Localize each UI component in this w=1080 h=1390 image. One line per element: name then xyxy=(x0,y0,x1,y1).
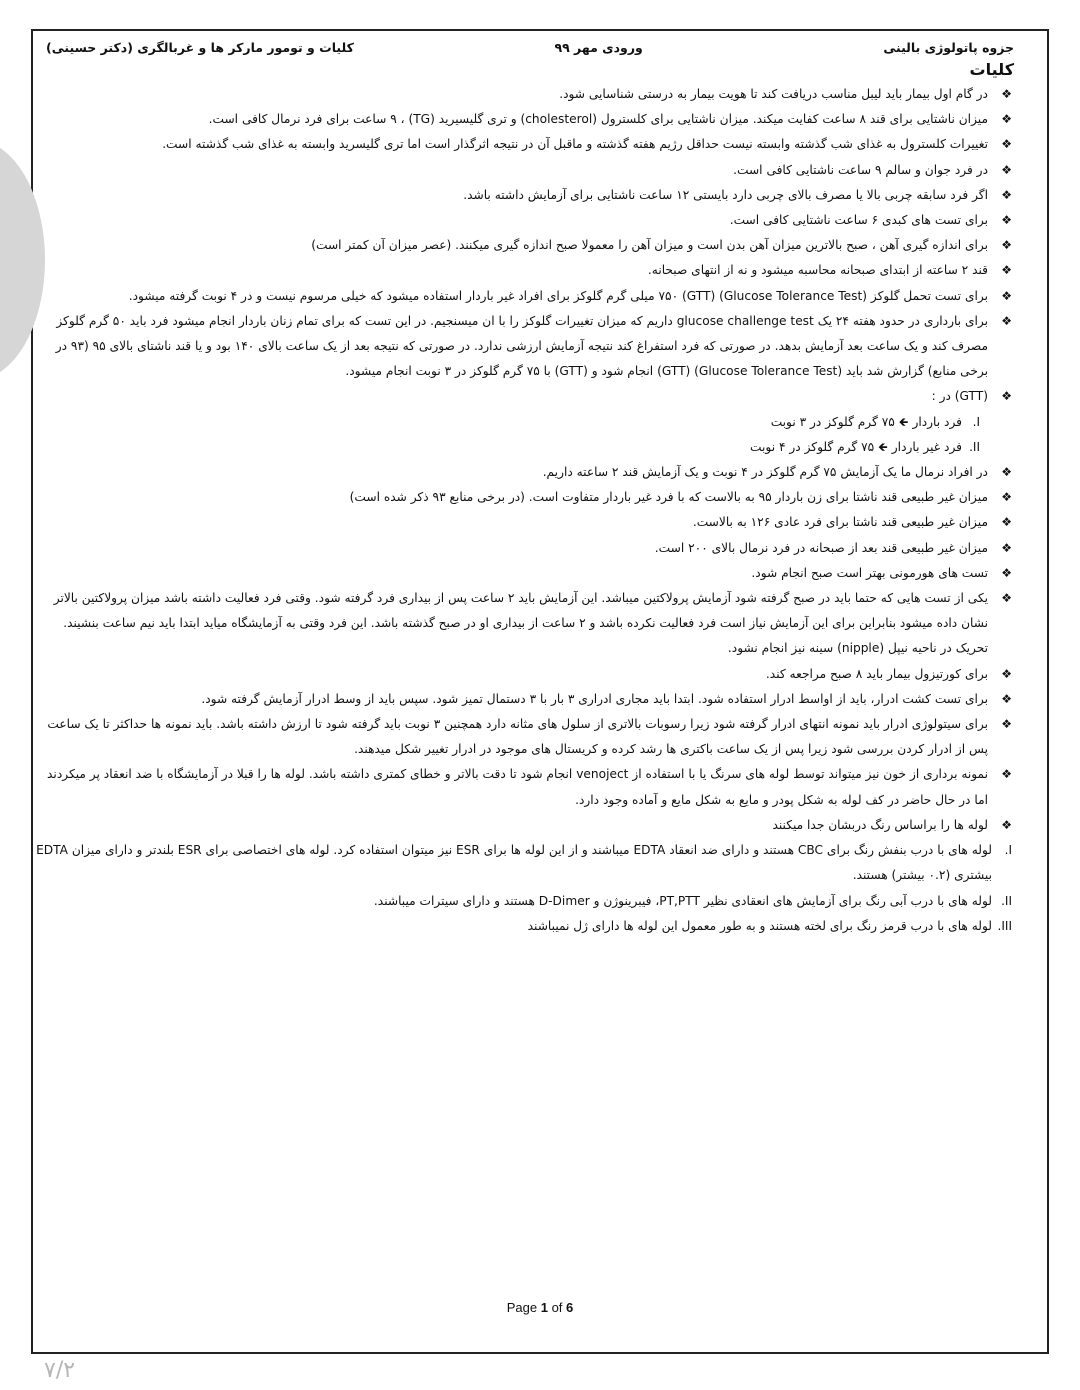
header-course: جزوه پاتولوژی بالینی xyxy=(883,40,1014,55)
bullet-icon: ❖ xyxy=(1001,540,1012,555)
bullet-icon: ❖ xyxy=(1001,717,1012,732)
item-number: I. xyxy=(972,414,980,429)
tube-sublist xyxy=(36,838,1014,939)
list-item-text: برای تست کشت ادرار، باید از اواسط ادرار استفاده شود. ابتدا باید مجاری ادراری ۳ بار با ۳ دستمال تمیز شود. سپس باید از وسط ادرار آزمایش گرفته شود. xyxy=(201,691,988,706)
list-item xyxy=(36,208,1014,233)
header-topic: کلیات و تومور مارکر ها و غربالگری (دکتر حسینی) xyxy=(46,40,354,55)
bullet-icon: ❖ xyxy=(1001,465,1012,480)
list-item-text: برای سیتولوژی ادرار باید نمونه انتهای ادرار گرفته شود زیرا رسوبات بالاتری از سلول های مثانه دارد همچنین ۳ نوبت باید گرفته شود تا ارزش داشته باشد. باید نمونه ها حداکثر تا یک ساعت پس از ادرار کردن بررسی شود زیرا پس از یک ساعت باکتری ها رشد کرده و کریستال های موجود در ادرار تغییر شکل میدهند. xyxy=(47,717,988,757)
bullet-icon: ❖ xyxy=(1001,137,1012,152)
bullet-icon: ❖ xyxy=(1001,691,1012,706)
list-item-text: میزان غیر طبیعی قند ناشتا برای فرد عادی ۱۲۶ به بالاست. xyxy=(692,515,988,530)
bullet-icon: ❖ xyxy=(1001,87,1012,101)
list-item xyxy=(36,712,1014,762)
list-item-text: برای تست های کبدی ۶ ساعت ناشتایی کافی است. xyxy=(729,213,988,228)
list-item xyxy=(36,233,1014,258)
list-item-text: برای اندازه گیری آهن ، صبح بالاترین میزان آهن بدن است و میزان آهن را معمولا صبح اندازه گیری میکنند. (عصر میزان آن کمتر است) xyxy=(311,238,988,253)
gtt-sublist xyxy=(36,410,1014,460)
item-text: فرد غیر باردار 🡸 ۷۵ گرم گلوکز در ۴ نوبت xyxy=(750,439,962,454)
bullet-icon: ❖ xyxy=(1001,565,1012,580)
list-item xyxy=(36,460,1014,485)
bullet-icon: ❖ xyxy=(1001,263,1012,278)
bullet-icon: ❖ xyxy=(1001,817,1012,832)
page-header xyxy=(36,38,1014,58)
list-item xyxy=(36,813,1014,838)
list-item-text: برای کورتیزول بیمار باید ۸ صبح مراجعه کند. xyxy=(765,666,988,681)
list-item xyxy=(36,158,1014,183)
list-item-text: برای تست تحمل گلوکز (Glucose Tolerance Test) (GTT) ۷۵۰ میلی گرم گلوکز برای افراد غیر باردار استفاده میشود که خیلی مرسوم نیست و در ۴ نوبت گرفته میشود. xyxy=(128,288,988,303)
list-item xyxy=(36,510,1014,535)
bullet-icon: ❖ xyxy=(1001,187,1012,202)
item-text: لوله های با درب آبی رنگ برای آزمایش های انعقادی نظیر PT,PTT، فیبرینوژن و D-Dimer هستند و دارای سیترات میباشند. xyxy=(373,893,992,908)
item-number: II. xyxy=(1001,893,1012,908)
list-item xyxy=(36,586,1014,662)
item-number: I. xyxy=(1004,843,1012,858)
list-item-text: لوله ها را براساس رنگ دربشان جدا میکنند xyxy=(772,817,988,832)
list-item xyxy=(36,284,1014,309)
list-item-text: در افراد نرمال ما یک آزمایش ۷۵ گرم گلوکز در ۴ نوبت و یک آزمایش قند ۲ ساعته داریم. xyxy=(542,465,988,480)
bullet-icon: ❖ xyxy=(1001,288,1012,303)
list-item-text: در فرد جوان و سالم ۹ ساعت ناشتایی کافی است. xyxy=(733,162,988,177)
numbered-item xyxy=(36,435,1014,460)
list-item-text: میزان غیر طبیعی قند ناشتا برای زن باردار ۹۵ به بالاست که با فرد غیر باردار متفاوت است. (در برخی منابع ۹۳ ذکر شده است) xyxy=(349,490,988,505)
document-body xyxy=(36,38,1014,939)
numbered-item xyxy=(36,410,1014,435)
bullet-icon: ❖ xyxy=(1001,313,1012,328)
bullet-list xyxy=(36,82,1014,410)
bullet-icon: ❖ xyxy=(1001,591,1012,606)
list-item xyxy=(36,687,1014,712)
total-pages: 6 xyxy=(566,1300,574,1315)
corner-page-mark: ۷/۲ xyxy=(44,1358,76,1383)
list-item-text: قند ۲ ساعته از ابتدای صبحانه محاسبه میشود و نه از انتهای صبحانه. xyxy=(647,263,988,278)
item-text: لوله های با درب بنفش رنگ برای CBC هستند و دارای ضد انعقاد EDTA میباشند و از این لوله ها برای ESR نیز میتوان استفاده کرد. لوله های اختصاصی برای ESR بلندتر و دارای میزان EDTA بیشتری (۰.۲ بیشتر) هستند. xyxy=(36,843,992,883)
bullet-icon: ❖ xyxy=(1001,213,1012,228)
item-text: فرد باردار 🡸 ۷۵ گرم گلوکز در ۳ نوبت xyxy=(770,414,962,429)
list-item-text: تست های هورمونی بهتر است صبح انجام شود. xyxy=(751,565,988,580)
list-item-text: در گام اول بیمار باید لیبل مناسب دریافت کند تا هویت بیمار به درستی شناسایی شود. xyxy=(559,87,988,101)
list-item xyxy=(36,183,1014,208)
bullet-icon: ❖ xyxy=(1001,112,1012,127)
list-item-text: میزان ناشتایی برای قند ۸ ساعت کفایت میکند. میزان ناشتایی برای کلسترول (cholesterol) و تری گلیسیرید (TG) ، ۹ ساعت برای فرد نرمال کافی است. xyxy=(208,112,988,127)
list-item-text: میزان غیر طبیعی قند بعد از صبحانه در فرد نرمال بالای ۲۰۰ است. xyxy=(654,540,988,555)
bullet-icon: ❖ xyxy=(1001,238,1012,253)
list-item xyxy=(36,485,1014,510)
list-item xyxy=(36,536,1014,561)
bullet-icon: ❖ xyxy=(1001,767,1012,782)
list-item xyxy=(36,662,1014,687)
item-number: II. xyxy=(969,439,980,454)
list-item-text: برای بارداری در حدود هفته ۲۴ یک glucose challenge test داریم که میزان تغییرات گلوکز را با ان میسنجیم. در این تست که برای تمام زنان باردار انجام میشود فرد باید ۵۰ گرم گلوکز مصرف کند و یک ساعت بعد آزمایش بدهد. در صورتی که فرد استفراغ کند نتیجه آزمایش ارزشی ندارد. در صورتی که نتیجه بعد از یک ساعت بالای ۱۴۰ بود و یا قند ناشتای بالای ۹۵ (۹۳ در برخی منابع) گزارش شد باید (Glucose Tolerance Test) (GTT) انجام شود و (GTT) با ۷۵ گرم گلوکز در ۳ نوبت انجام میشود. xyxy=(55,313,988,379)
section-title: کلیات xyxy=(969,60,1014,79)
list-item xyxy=(36,561,1014,586)
numbered-item xyxy=(36,838,1014,888)
bullet-icon: ❖ xyxy=(1001,515,1012,530)
header-entry: ورودی مهر ۹۹ xyxy=(554,40,643,55)
numbered-item xyxy=(36,889,1014,914)
list-item xyxy=(36,384,1014,409)
bullet-list-2 xyxy=(36,460,1014,838)
list-item xyxy=(36,762,1014,812)
item-text: لوله های با درب قرمز رنگ برای لخته هستند و به طور معمول این لوله ها دارای ژل نمیباشند xyxy=(527,918,992,933)
bullet-icon: ❖ xyxy=(1001,490,1012,505)
page-footer: Page 1 of 6 xyxy=(506,1300,574,1315)
list-item-text: (GTT) در : xyxy=(931,389,988,404)
bullet-icon: ❖ xyxy=(1001,666,1012,681)
item-number: III. xyxy=(997,918,1012,933)
list-item xyxy=(36,107,1014,132)
list-item-text: یکی از تست هایی که حتما باید در صبح گرفته شود آزمایش پرولاکتین میباشد. این آزمایش باید ۲ ساعت پس از بیداری فرد گرفته شود. وقتی فرد فعالیت داشته باشد میزان پرولاکتین بالاتر نشان داده میشود بنابراین برای این آزمایش نیاز است فرد فعالیت نکرده باشد و ۲ ساعت از بیداری او در صبح گذشته باشد. این فرد وقتی به آزمایشگاه میاید ابتدا باید نیم ساعت بنشیند. تحریک در ناحیه نیپل (nipple) سینه نیز انجام نشود. xyxy=(53,591,988,656)
list-item xyxy=(36,309,1014,385)
list-item xyxy=(36,258,1014,283)
bullet-icon: ❖ xyxy=(1001,162,1012,177)
bullet-icon: ❖ xyxy=(1001,389,1012,404)
list-item-text: اگر فرد سابقه چربی بالا یا مصرف بالای چربی دارد بایستی ۱۲ ساعت ناشتایی برای آزمایش داشته باشد. xyxy=(463,187,988,202)
current-page: 1 xyxy=(540,1300,548,1315)
list-item xyxy=(36,82,1014,107)
numbered-item xyxy=(36,914,1014,939)
list-item xyxy=(36,132,1014,157)
list-item-text: تغییرات کلسترول به غذای شب گذشته وابسته نیست حداقل رژیم هفته گذشته و ماقبل آن در نتیجه اثرگذار است اما تری گلیسرید وابسته به غذای شب گذشته است. xyxy=(162,137,988,152)
list-item-text: نمونه برداری از خون نیز میتواند توسط لوله های سرنگ یا با استفاده از venoject انجام شود تا دقت بالاتر و خطای کمتری داشته باشد. لوله ها را قبلا در آزمایشگاه با ضد انعقاد پر میکردند اما در حال حاضر در کف لوله به شکل پودر و مایع به شکل مایع و آماده وجود دارد. xyxy=(47,767,988,807)
